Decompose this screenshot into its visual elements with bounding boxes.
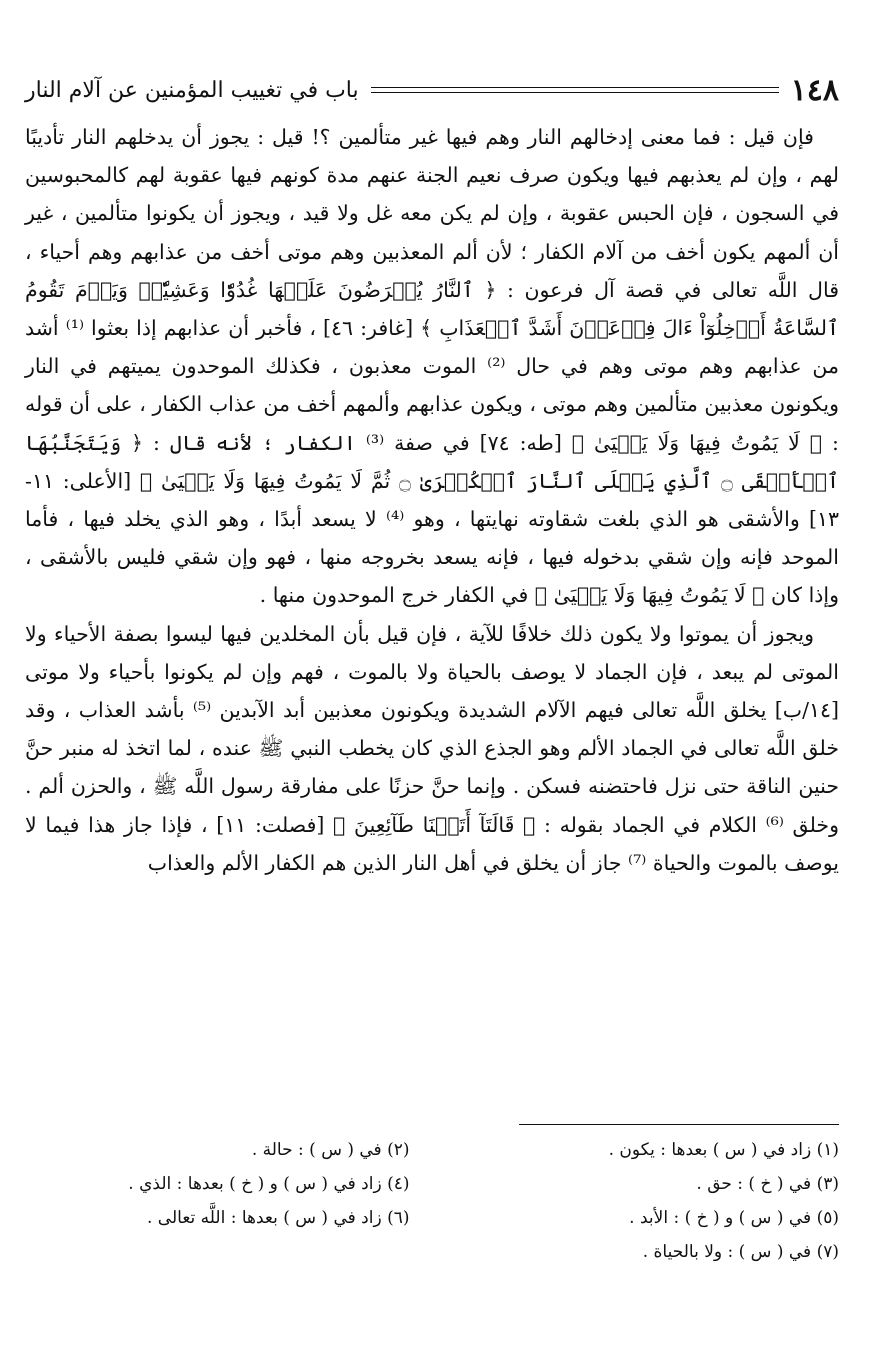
page-header [25, 70, 839, 110]
running-title: باب في تغييب المؤمنين عن آلام النار [25, 77, 359, 103]
paragraph: ويجوز أن يموتوا ولا يكون ذلك خلافًا للآية ، فإن قيل بأن المخلدين فيها ليسوا بصفة الأحياء ولا الموتى لم يبعد ، فإن الجماد لا يوصف بالحياة ولا بالموت ، فهم وإن لم يكونوا بأحياء ولا موتى [١٤/ب] يخلق اللَّه تعالى فيهم الآلام الشديدة ويكونون معذبين أبد الآبدين ⁽⁵⁾ بأشد العذاب ، وقد خلق اللَّه تعالى في الجماد الألم وهو الجذع الذي كان يخطب النبي ﷺ عنده ، لما اتخذ له منبر حنَّ حنين الناقة حتى نزل فاحتضنه فسكن . وإنما حنَّ حزنًا على مفارقة رسول اللَّه ﷺ ، والحزن ألم . وخلق ⁽⁶⁾ الكلام في الجماد بقوله : ﴿ قَالَتَآ أَتَيۡنَا طَآئِعِينَ ﴾ [فصلت: ١١] ، فإذا جاز هذا فيما لا يوصف بالموت والحياة ⁽⁷⁾ جاز أن يخلق في أهل النار الذين هم الكفار الألم والعذاب [25, 621, 840, 875]
footnote: (٢) في ( س ) : حالة . [251, 1140, 410, 1160]
body-text [25, 118, 839, 882]
footnote: (١) زاد في ( س ) بعدها : يكون . [608, 1140, 839, 1160]
footnote: (٧) في ( س ) : ولا بالحياة . [642, 1242, 839, 1262]
paragraph: فإن قيل : فما معنى إدخالهم النار وهم فيها غير متألمين ؟! قيل : يجوز أن يدخلهم النار تأديبًا لهم ، وإن لم يعذبهم فيها ويكون صرف نعيم الجنة عنهم مدة كونهم فيها عقوبة لهم كالمحبوسين في السجون ، فإن الحبس عقوبة ، وإن لم يكن معه غل ولا قيد ، ويجوز أن يكونوا متألمين ، غير أن ألمهم يكون أخف من آلام الكفار ؛ لأن ألم المعذبين وهم موتى أخف من عذابهم وهم أحياء ، قال اللَّه تعالى في قصة آل فرعون : ﴿ ٱلنَّارُ يُعۡرَضُونَ عَلَيۡهَا غُدُوّٗا وَعَشِيّٗاۚ وَيَوۡمَ تَقُومُ ٱلسَّاعَةُ أَدۡخِلُوٓاْ ءَالَ فِرۡعَوۡنَ أَشَدَّ ٱلۡعَذَابِ ﴾ [غافر: ٤٦] ، فأخبر أن عذابهم إذا بعثوا ⁽¹⁾ أشد من عذابهم وهم موتى وهم في حال ⁽²⁾ الموت معذبون ، فكذلك الموحدون يميتهم في النار ويكونون معذبين متألمين وهم موتى ، ويكون عذابهم وألمهم أخف من عذاب الكفار ، على أن قوله : ﴿ لَا يَمُوتُ فِيهَا وَلَا يَحۡيَىٰ ﴾ [طه: ٧٤] في صفة ⁽³⁾ الكفار ؛ لأنه قال : ﴿ وَيَتَجَنَّبُهَا ٱلۡأَشۡقَى ۝ ٱلَّذِي يَصۡلَى ٱلنَّارَ ٱلۡكُبۡرَىٰ ۝ ثُمَّ لَا يَمُوتُ فِيهَا وَلَا يَحۡيَىٰ ﴾ [الأعلى: ١١- ١٣] والأشقى هو الذي بلغت شقاوته نهايتها ، وهو ⁽⁴⁾ لا يسعد أبدًا ، وهو الذي يخلد فيها ، فأما الموحد فإنه وإن شقي بدخوله فيها ، فإنه يسعد بخروجه منها ، فهو وإن شقي فليس بالأشقى ، وإذا كان ﴿ لَا يَمُوتُ فِيهَا وَلَا يَحۡيَىٰ ﴾ في الكفار خرج الموحدون منها . [25, 125, 840, 608]
footnote-separator [519, 1124, 839, 1125]
header-rule [371, 87, 779, 93]
footnote: (٤) زاد في ( س ) و ( خ ) بعدها : الذي . [128, 1174, 410, 1194]
footnote: (٦) زاد في ( س ) بعدها : اللَّه تعالى . [146, 1208, 410, 1228]
footnote: (٣) في ( خ ) : حق . [696, 1174, 839, 1194]
page-number: ١٤٨ [790, 72, 839, 108]
footnotes [40, 1135, 839, 1267]
footnote: (٥) في ( س ) و ( خ ) : الأبد . [629, 1208, 839, 1228]
